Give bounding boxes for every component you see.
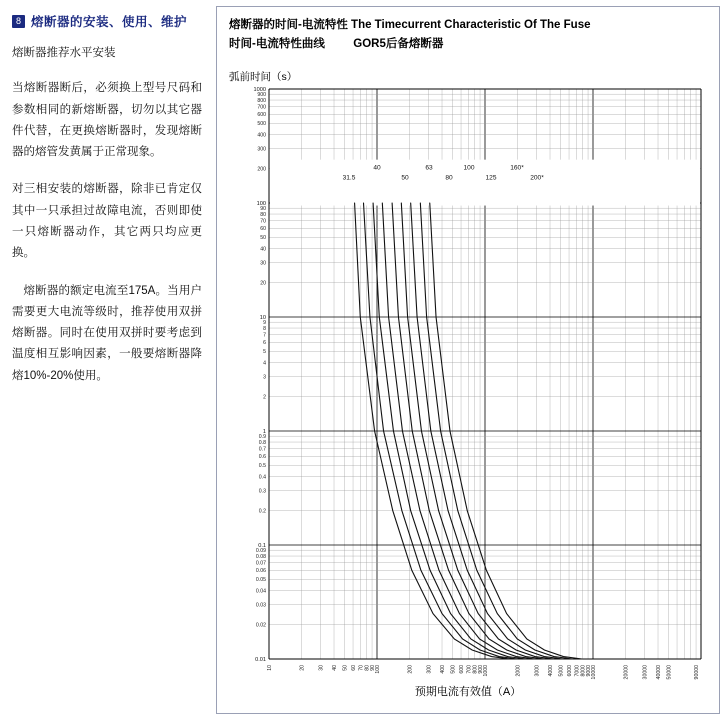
svg-text:60: 60 xyxy=(260,226,266,233)
svg-text:0.6: 0.6 xyxy=(258,454,266,461)
page-title: 熔断器的安装、使用、维护 xyxy=(31,15,188,29)
svg-text:200: 200 xyxy=(407,665,414,674)
svg-text:20000: 20000 xyxy=(623,665,630,680)
section-number-badge: 8 xyxy=(12,15,25,28)
svg-text:40: 40 xyxy=(373,164,381,172)
svg-text:20: 20 xyxy=(299,665,306,671)
svg-text:4: 4 xyxy=(263,360,266,367)
svg-text:5000: 5000 xyxy=(558,665,565,677)
svg-text:7: 7 xyxy=(263,332,266,339)
svg-text:8000: 8000 xyxy=(580,665,587,677)
svg-text:3000: 3000 xyxy=(534,665,541,677)
svg-text:10: 10 xyxy=(259,314,266,321)
svg-text:90: 90 xyxy=(260,206,266,213)
svg-text:0.07: 0.07 xyxy=(255,560,266,567)
svg-text:300: 300 xyxy=(426,665,433,674)
svg-text:4000: 4000 xyxy=(548,665,555,677)
body-paragraph-1: 当熔断器断后，必须换上型号尺码和参数相同的新熔断器，切勿以其它器件代替，在更换熔断器时，发现熔断器的熔管发黄属于正常现象。 xyxy=(12,82,202,159)
svg-text:6000: 6000 xyxy=(567,665,574,677)
svg-text:9000: 9000 xyxy=(586,665,593,677)
body-paragraph-3: 熔断器的额定电流至175A。当用户需要更大电流等级时，推荐使用双拼熔断器。同时在使用双拼时要考虑到温度相互影响因素，一般要熔断器降熔10%-20%使用。 xyxy=(12,284,202,382)
svg-text:700: 700 xyxy=(257,104,266,111)
svg-text:0.09: 0.09 xyxy=(255,548,266,555)
svg-text:50: 50 xyxy=(401,174,409,182)
svg-text:40: 40 xyxy=(260,246,266,253)
svg-text:50000: 50000 xyxy=(666,665,673,680)
svg-text:0.04: 0.04 xyxy=(255,588,266,595)
svg-text:31.5: 31.5 xyxy=(342,174,356,182)
svg-text:700: 700 xyxy=(466,665,473,674)
left-text-column xyxy=(0,0,212,722)
svg-text:63: 63 xyxy=(425,164,433,172)
svg-text:900: 900 xyxy=(478,665,485,674)
svg-text:70: 70 xyxy=(260,218,266,225)
chart-subtitle-left: 时间-电流特性曲线 xyxy=(229,38,325,51)
svg-text:90000: 90000 xyxy=(694,665,701,680)
svg-text:5: 5 xyxy=(263,349,266,356)
svg-text:100: 100 xyxy=(256,200,266,207)
svg-text:0.9: 0.9 xyxy=(258,434,266,441)
svg-text:9: 9 xyxy=(263,320,266,327)
svg-text:80: 80 xyxy=(364,665,371,671)
svg-text:30: 30 xyxy=(318,665,325,671)
svg-text:900: 900 xyxy=(257,92,266,99)
lead-text: 熔断器推荐水平安装 xyxy=(12,47,116,59)
svg-text:0.01: 0.01 xyxy=(255,656,266,663)
svg-text:200*: 200* xyxy=(530,174,544,182)
svg-text:3: 3 xyxy=(263,374,266,381)
svg-text:1000: 1000 xyxy=(253,86,266,93)
svg-text:2000: 2000 xyxy=(515,665,522,677)
svg-text:500: 500 xyxy=(257,121,266,128)
svg-text:160*: 160* xyxy=(510,164,524,172)
svg-text:100: 100 xyxy=(375,665,381,674)
svg-text:8: 8 xyxy=(263,325,266,332)
x-axis-caption: 预期电流有效值（A） xyxy=(414,686,522,698)
svg-text:10: 10 xyxy=(267,665,273,671)
svg-text:80: 80 xyxy=(260,211,266,218)
chart-subtitle xyxy=(229,36,719,53)
svg-text:600: 600 xyxy=(459,665,466,674)
svg-text:0.05: 0.05 xyxy=(255,577,266,584)
chart-title xyxy=(229,17,719,34)
svg-text:90: 90 xyxy=(370,665,377,671)
svg-text:1: 1 xyxy=(262,428,266,435)
svg-text:0.3: 0.3 xyxy=(258,488,266,495)
svg-text:0.7: 0.7 xyxy=(258,446,266,453)
svg-text:0.8: 0.8 xyxy=(258,439,266,446)
svg-text:10000: 10000 xyxy=(591,665,597,680)
svg-text:800: 800 xyxy=(257,97,266,104)
svg-text:40: 40 xyxy=(332,665,339,671)
svg-text:20: 20 xyxy=(260,280,266,287)
svg-text:7000: 7000 xyxy=(574,665,581,677)
svg-text:50: 50 xyxy=(260,235,266,242)
y-axis-caption: 弧前时间（s） xyxy=(229,71,298,83)
svg-text:300: 300 xyxy=(257,146,266,153)
svg-text:40000: 40000 xyxy=(656,665,663,680)
svg-text:60: 60 xyxy=(351,665,358,671)
plot-area xyxy=(253,86,701,680)
svg-text:0.02: 0.02 xyxy=(255,622,266,629)
svg-text:30000: 30000 xyxy=(642,665,649,680)
svg-text:0.4: 0.4 xyxy=(258,474,266,481)
svg-text:70: 70 xyxy=(358,665,365,671)
timecurrent-plot xyxy=(253,86,701,680)
svg-text:0.03: 0.03 xyxy=(255,602,266,609)
section-heading xyxy=(12,12,202,30)
svg-text:600: 600 xyxy=(257,112,266,119)
svg-text:1000: 1000 xyxy=(483,665,489,677)
svg-text:0.5: 0.5 xyxy=(258,463,266,470)
svg-text:0.08: 0.08 xyxy=(255,553,266,560)
chart-panel xyxy=(216,6,720,714)
svg-text:100: 100 xyxy=(463,164,475,172)
svg-text:50: 50 xyxy=(342,665,349,671)
svg-text:0.1: 0.1 xyxy=(258,542,266,549)
body-paragraph-2: 对三相安装的熔断器，除非已肯定仅其中一只承担过故障电流，否则即使一只熔断器动作，其它两只均应更换。 xyxy=(12,183,202,260)
svg-text:0.2: 0.2 xyxy=(258,508,266,515)
svg-text:200: 200 xyxy=(257,166,266,173)
svg-text:400: 400 xyxy=(440,665,447,674)
svg-text:800: 800 xyxy=(472,665,479,674)
svg-text:400: 400 xyxy=(257,132,266,139)
svg-text:2: 2 xyxy=(263,394,266,401)
svg-text:500: 500 xyxy=(450,665,457,674)
svg-text:6: 6 xyxy=(263,340,266,347)
svg-text:0.06: 0.06 xyxy=(255,568,266,575)
svg-text:30: 30 xyxy=(260,260,266,267)
svg-text:80: 80 xyxy=(445,174,453,182)
chart-title-en: The Timecurrent Characteristic Of The Fuse xyxy=(351,19,591,31)
chart-title-cn: 熔断器的时间-电流特性 xyxy=(229,19,348,31)
svg-text:125: 125 xyxy=(485,174,497,182)
chart-subtitle-right: GOR5后备熔断器 xyxy=(353,38,444,51)
